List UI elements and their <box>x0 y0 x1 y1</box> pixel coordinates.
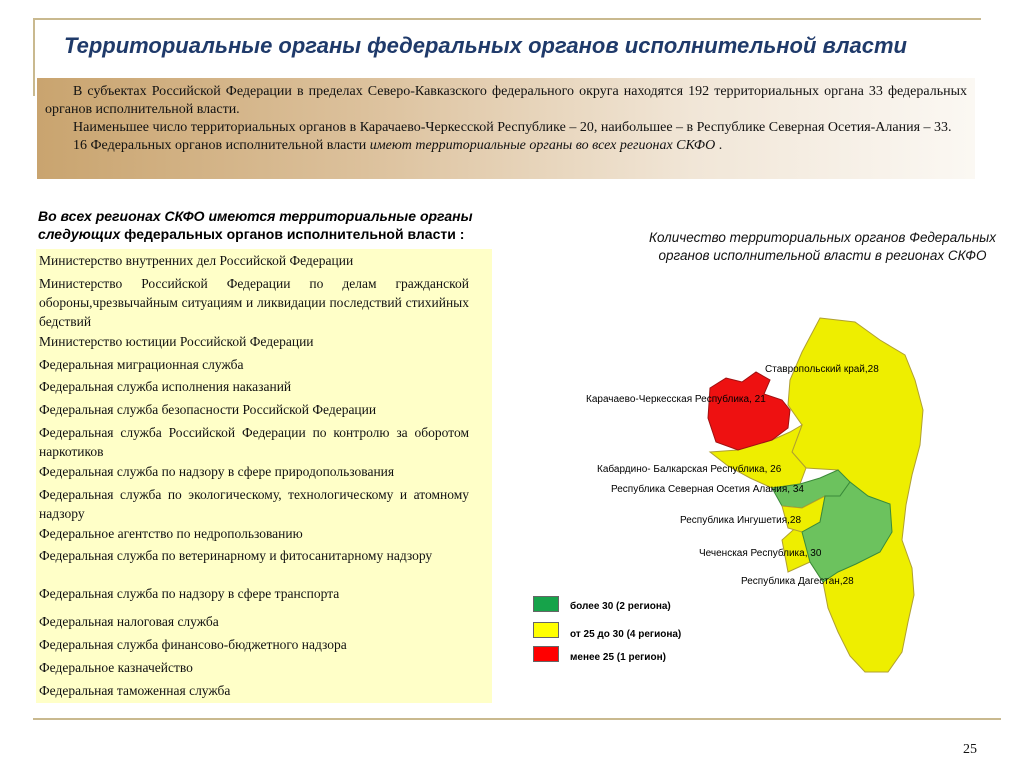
label-north-ossetia: Республика Северная Осетия Алания, 34 <box>611 484 804 495</box>
info-p3-prefix: 16 Федеральных органов исполнительной власти <box>73 138 370 153</box>
agency-item: Федеральная служба по надзору в сфере транспорта <box>39 586 340 601</box>
agency-item: Министерство внутренних дел Российской Федерации <box>39 253 354 268</box>
agency-item: Федеральная таможенная служба <box>39 683 231 698</box>
heading-line-1: Во всех регионах СКФО имеются территориальные органы <box>38 208 473 224</box>
agency-item: Федеральная служба Российской Федерации по контролю за оборотом наркотиков <box>39 425 469 459</box>
agency-list <box>36 249 492 703</box>
label-kabardino-balkaria: Кабардино- Балкарская Республика, 26 <box>597 464 782 475</box>
frame-top-line <box>33 18 981 20</box>
agency-item: Федеральная миграционная служба <box>39 357 244 372</box>
legend-label-red: менее 25 (1 регион) <box>570 652 666 663</box>
info-p3-suffix: . <box>715 138 723 153</box>
slide-title: Территориальные органы федеральных органов исполнительной власти <box>64 33 907 58</box>
legend-label-yellow: от 25 до 30 (4 региона) <box>570 629 682 640</box>
info-p3-emphasis: имеют территориальные органы во всех регионах СКФО <box>369 138 716 153</box>
agency-item: Федеральная служба по надзору в сфере природопользования <box>39 464 395 479</box>
agency-item: Федеральное казначейство <box>39 660 193 675</box>
info-box <box>37 78 975 179</box>
agency-list-heading <box>38 207 538 243</box>
agency-item: Федеральное агентство по недропользованию <box>39 526 303 541</box>
legend-label-green: более 30 (2 региона) <box>570 601 671 612</box>
label-ingushetia: Республика Ингушетия,28 <box>680 515 802 526</box>
info-paragraph-2: Наименьшее число территориальных органов в Карачаево-Черкесской Республике – 20, наибольшее – в Республике Северная Осетия-Алания – 33. <box>73 120 952 135</box>
agency-item: Федеральная служба по экологическому, технологическому и атомному надзору <box>39 487 469 521</box>
agency-item: Федеральная служба исполнения наказаний <box>39 379 292 394</box>
legend-swatch-red <box>533 646 559 662</box>
label-dagestan: Республика Дагестан,28 <box>741 576 854 587</box>
map-caption: Количество территориальных органов Федеральных органов исполнительной власти в регионах СКФО <box>649 230 996 263</box>
agency-item: Федеральная служба финансово-бюджетного надзора <box>39 637 347 652</box>
agency-item: Федеральная служба по ветеринарному и фитосанитарному надзору <box>39 548 433 563</box>
page-number: 25 <box>963 742 977 757</box>
agency-item: Министерство Российской Федерации по делам гражданской обороны,чрезвычайным ситуациям и ликвидации последствий стихийных бедствий <box>39 276 469 329</box>
legend-swatch-green <box>533 596 559 612</box>
frame-left-line <box>33 18 35 96</box>
label-karachay-cherkessia: Карачаево-Черкесская Республика, 21 <box>586 394 766 405</box>
heading-line-2-italic: следующих <box>38 226 121 242</box>
agency-item: Федеральная налоговая служба <box>39 614 219 629</box>
heading-line-2-rest: федеральных органов исполнительной власти : <box>120 226 465 242</box>
info-paragraph-3 <box>45 137 967 155</box>
label-stavropol: Ставропольский край,28 <box>765 364 879 375</box>
agency-item: Федеральная служба безопасности Российской Федерации <box>39 402 377 417</box>
frame-bottom-line <box>33 718 1001 720</box>
legend-swatch-yellow <box>533 622 559 638</box>
agency-item: Министерство юстиции Российской Федерации <box>39 334 314 349</box>
info-paragraph-1: В субъектах Российской Федерации в пределах Северо-Кавказского федерального округа находятся 192 территориальных органа 33 федеральных органов исполнительной власти. <box>45 84 967 117</box>
label-chechnya: Чеченская Республика, 30 <box>699 548 822 559</box>
